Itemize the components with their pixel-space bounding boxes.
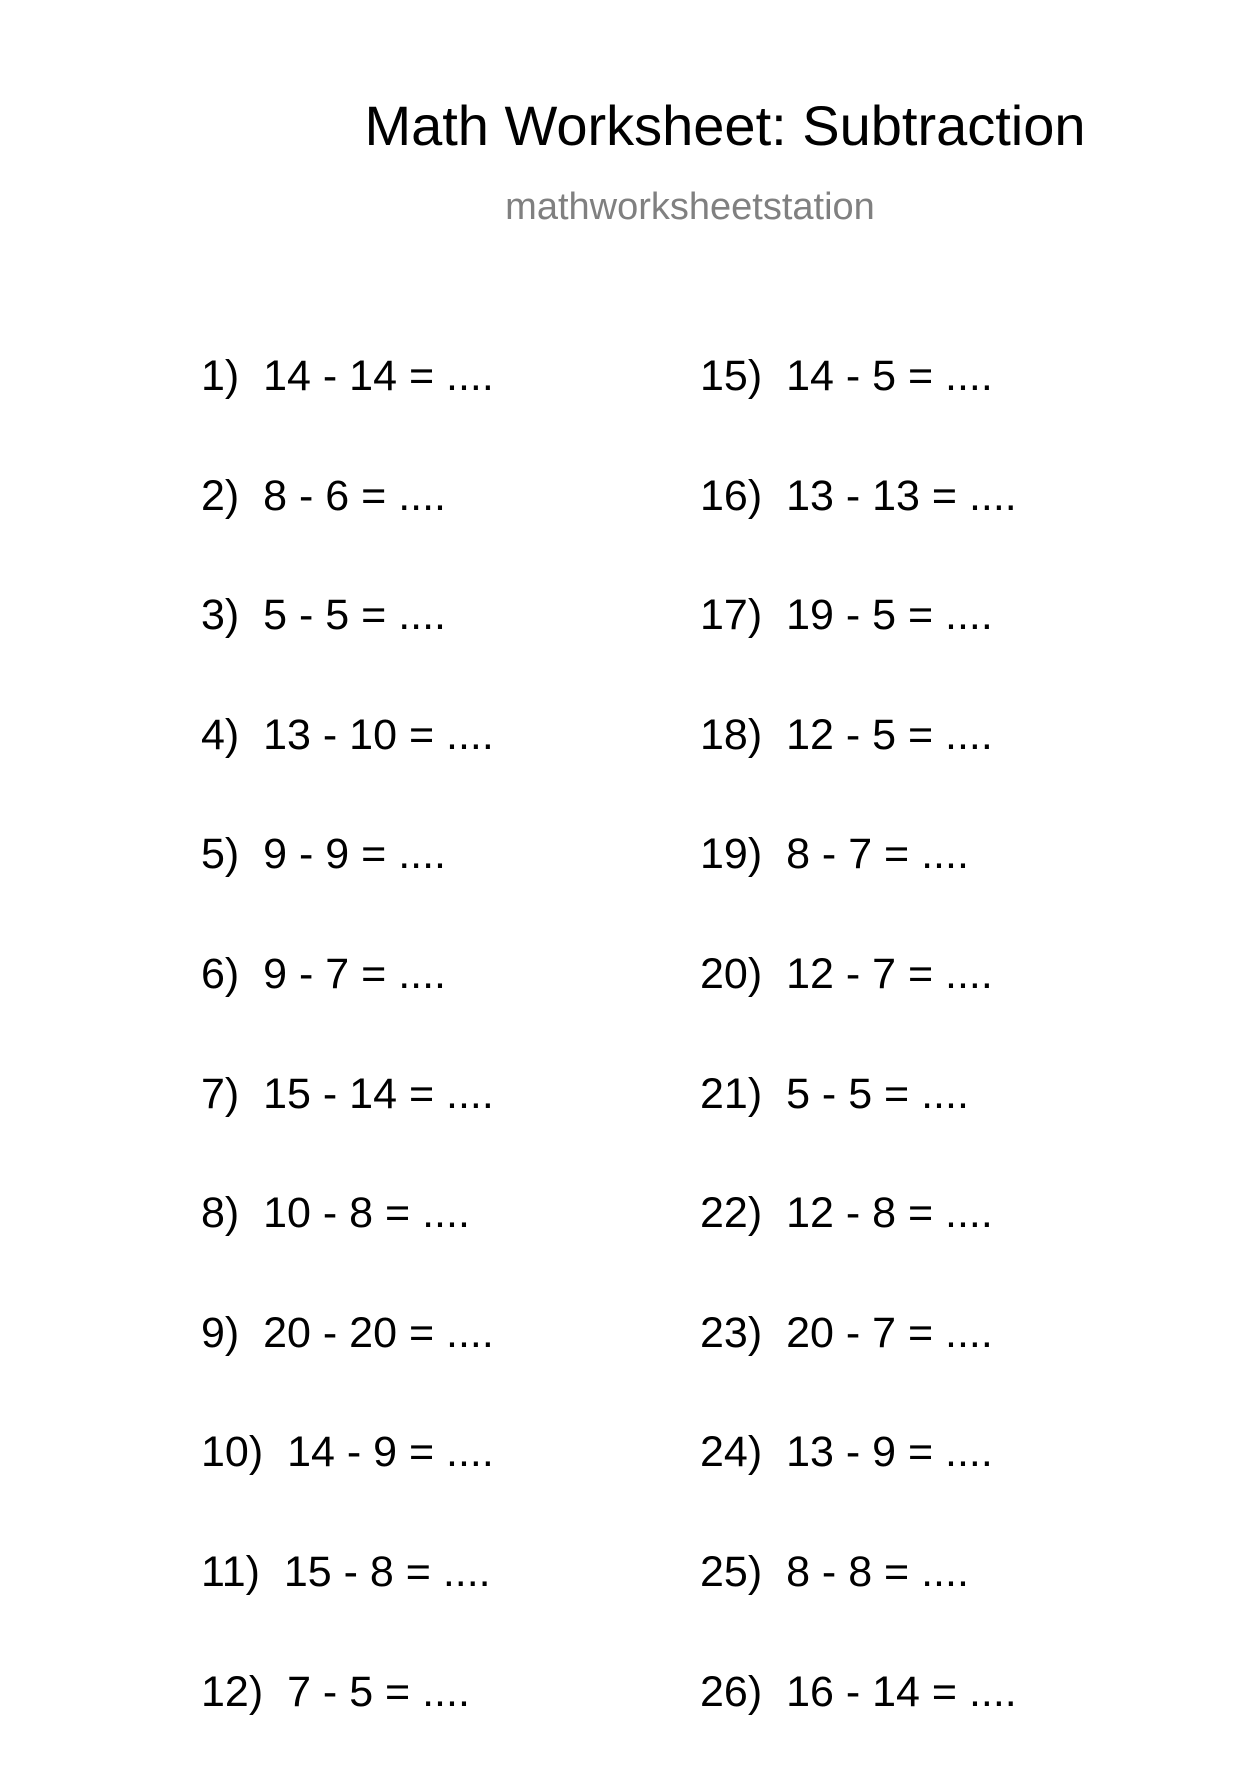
problem-expression: 20 - 20 = .... (263, 1308, 494, 1357)
problem-item (700, 711, 1017, 831)
problem-number: 12) (201, 1667, 264, 1716)
problem-expression: 20 - 7 = .... (786, 1308, 993, 1357)
problem-expression: 14 - 5 = .... (786, 352, 993, 400)
problem-expression: 13 - 10 = .... (263, 710, 494, 759)
problem-item (700, 352, 1017, 472)
problem-expression: 14 - 9 = .... (287, 1428, 494, 1477)
problem-number: 22) (700, 1189, 763, 1238)
problem-number: 21) (700, 1069, 763, 1118)
problem-number: 26) (700, 1667, 763, 1716)
problem-expression: 5 - 5 = .... (786, 1069, 969, 1118)
problem-item (201, 1548, 494, 1668)
problem-number: 1) (201, 352, 240, 400)
problem-expression: 9 - 7 = .... (263, 949, 446, 998)
problem-expression: 13 - 13 = .... (786, 471, 1017, 520)
problem-number: 3) (201, 591, 240, 640)
problem-number: 18) (700, 710, 763, 759)
problem-number: 8) (201, 1189, 240, 1238)
problem-number: 6) (201, 949, 240, 998)
problem-item (700, 1668, 1017, 1787)
problem-expression: 12 - 8 = .... (786, 1189, 993, 1238)
problem-expression: 5 - 5 = .... (263, 591, 446, 640)
problem-number: 15) (700, 352, 763, 400)
problem-expression: 10 - 8 = .... (263, 1189, 470, 1238)
problem-expression: 8 - 6 = .... (263, 471, 446, 520)
problem-expression: 15 - 8 = .... (283, 1547, 491, 1596)
problem-expression: 12 - 7 = .... (786, 949, 993, 998)
problem-number: 5) (201, 830, 240, 879)
problem-item (700, 472, 1017, 592)
problem-item (201, 711, 494, 831)
problem-expression: 19 - 5 = .... (786, 591, 993, 640)
problem-number: 24) (700, 1428, 763, 1477)
problem-item (201, 1070, 494, 1190)
problem-number: 9) (201, 1308, 240, 1357)
problem-item (201, 472, 494, 592)
problem-item (201, 1428, 494, 1548)
problem-number: 2) (201, 471, 240, 520)
problem-number: 17) (700, 591, 763, 640)
problem-item (700, 1309, 1017, 1429)
problem-column-left (201, 352, 494, 1787)
problem-expression: 7 - 5 = .... (287, 1667, 470, 1716)
problem-item (700, 1428, 1017, 1548)
problem-item (201, 1309, 494, 1429)
problem-number: 25) (700, 1547, 763, 1596)
problem-item (201, 352, 494, 472)
problem-item (201, 1668, 494, 1787)
problem-expression: 14 - 14 = .... (263, 352, 494, 400)
problem-item (700, 591, 1017, 711)
problem-number: 11) (201, 1547, 260, 1596)
problem-item (700, 1548, 1017, 1668)
problem-item (700, 1070, 1017, 1190)
problem-expression: 8 - 7 = .... (786, 830, 969, 879)
problem-item (201, 950, 494, 1070)
problem-expression: 13 - 9 = .... (786, 1428, 993, 1477)
page-title: Math Worksheet: Subtraction (364, 94, 1086, 157)
problem-number: 20) (700, 949, 763, 998)
problem-item (201, 1189, 494, 1309)
problem-number: 16) (700, 471, 763, 520)
problem-expression: 16 - 14 = .... (786, 1667, 1017, 1716)
problem-expression: 8 - 8 = .... (786, 1547, 969, 1596)
problem-number: 19) (700, 830, 763, 879)
problem-expression: 15 - 14 = .... (263, 1069, 494, 1118)
problem-number: 4) (201, 710, 240, 759)
problem-item (700, 950, 1017, 1070)
problem-number: 10) (201, 1428, 264, 1477)
problem-expression: 12 - 5 = .... (786, 710, 993, 759)
problem-column-right (700, 352, 1017, 1787)
problem-number: 7) (201, 1069, 240, 1118)
problem-item (201, 830, 494, 950)
page-subtitle: mathworksheetstation (505, 186, 875, 228)
problem-expression: 9 - 9 = .... (263, 830, 446, 879)
problem-item (700, 830, 1017, 950)
problem-number: 23) (700, 1308, 763, 1357)
problem-item (201, 591, 494, 711)
problem-item (700, 1189, 1017, 1309)
